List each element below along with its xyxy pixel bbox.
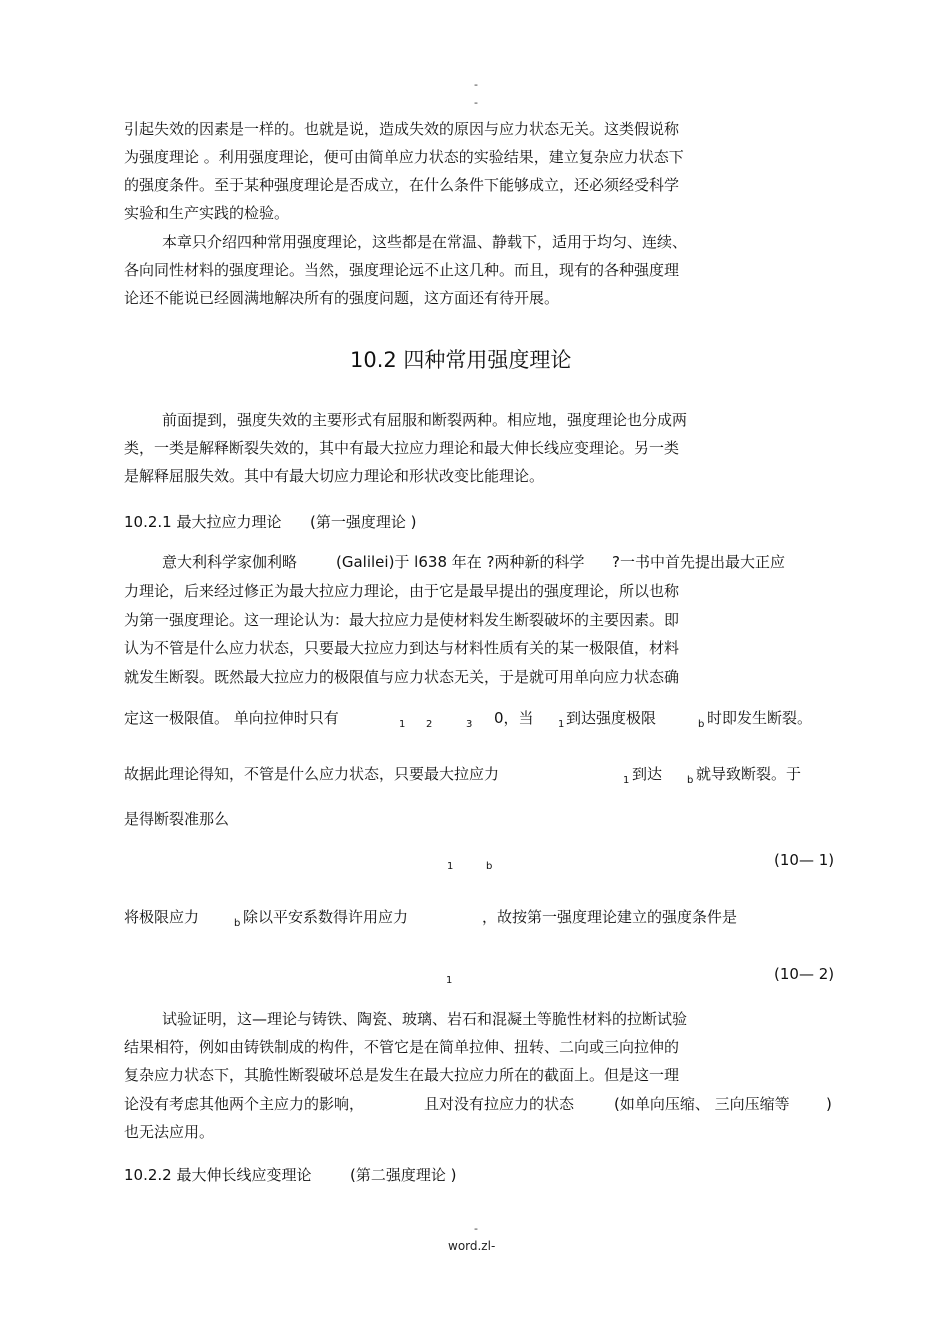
- paragraph-line: 结果相符，例如由铸铁制成的构件，不管它是在简单拉伸、扭转、二向或三向拉伸的: [124, 1038, 680, 1056]
- paragraph-line: 力理论，后来经过修正为最大拉应力理论，由于它是最早提出的强度理论，所以也称: [124, 582, 680, 600]
- paragraph-line: 也无法应用。: [124, 1123, 215, 1141]
- paragraph-line: ): [826, 1095, 832, 1113]
- subscript: 1: [399, 719, 406, 730]
- subsection-title: 10.2.2 最大伸长线应变理论: [124, 1166, 312, 1184]
- subscript: b: [698, 719, 705, 730]
- paragraph-line: 就导致断裂。于: [696, 765, 802, 783]
- paragraph-line: 各向同性材料的强度理论。当然，强度理论远不止这几种。而且，现有的各种强度理: [124, 261, 680, 279]
- equation-subscript: 1: [446, 975, 453, 986]
- subsection-subtitle: (第一强度理论 ): [310, 513, 417, 531]
- paragraph-line: (Galilei)于 l638 年在 ?两种新的科学: [336, 553, 585, 571]
- subscript: 3: [466, 719, 473, 730]
- paragraph-line: 除以平安系数得许用应力: [243, 908, 409, 926]
- subscript: 1: [623, 775, 630, 786]
- paragraph-line: 时即发生断裂。: [707, 709, 813, 727]
- paragraph-line: ?一书中首先提出最大正应: [612, 553, 785, 571]
- header-mark: -: [474, 96, 478, 109]
- section-title: 10.2 四种常用强度理论: [350, 348, 572, 372]
- paragraph-line: 实验和生产实践的检验。: [124, 204, 290, 222]
- paragraph-line: 类，一类是解释断裂失效的，其中有最大拉应力理论和最大伸长线应变理论。另一类: [124, 439, 680, 457]
- subscript: b: [687, 775, 694, 786]
- paragraph-line: 的强度条件。至于某种强度理论是否成立，在什么条件下能够成立，还必须经受科学: [124, 176, 680, 194]
- paragraph-line: 就发生断裂。既然最大拉应力的极限值与应力状态无关，于是就可用单向应力状态确: [124, 668, 680, 686]
- paragraph-line: 故据此理论得知，不管是什么应力状态，只要最大拉应力: [124, 765, 500, 783]
- paragraph-line: 认为不管是什么应力状态，只要最大拉应力到达与材料性质有关的某一极限值，材料: [124, 639, 680, 657]
- paragraph-line: 将极限应力: [124, 908, 200, 926]
- paragraph-line: 试验证明，这—理论与铸铁、陶瓷、玻璃、岩石和混凝土等脆性材料的拉断试验: [162, 1010, 688, 1028]
- paragraph-line: 引起失效的因素是一样的。也就是说，造成失效的原因与应力状态无关。这类假说称: [124, 120, 680, 138]
- paragraph-line: 为强度理论 。利用强度理论，便可由简单应力状态的实验结果，建立复杂应力状态下: [124, 148, 684, 166]
- paragraph-line: 到达: [632, 765, 663, 783]
- subsection-subtitle: (第二强度理论 ): [350, 1166, 457, 1184]
- footer-text: word.zl-: [448, 1239, 496, 1253]
- equation-subscript: b: [486, 861, 493, 872]
- subscript: b: [234, 918, 241, 929]
- paragraph-line: 定这一极限值。 单向拉伸时只有: [124, 709, 339, 727]
- subscript: 2: [426, 719, 433, 730]
- equation-number: (10— 2): [774, 965, 835, 983]
- footer-mark: -: [474, 1222, 478, 1235]
- paragraph-line: 为第一强度理论。这一理论认为：最大拉应力是使材料发生断裂破坏的主要因素。即: [124, 611, 680, 629]
- subsection-title: 10.2.1 最大拉应力理论: [124, 513, 282, 531]
- paragraph-line: 是得断裂准那么: [124, 810, 230, 828]
- equation-number: (10— 1): [774, 851, 835, 869]
- paragraph-line: 0，当: [494, 709, 534, 727]
- paragraph-line: 意大利科学家伽利略: [162, 553, 298, 571]
- equation-subscript: 1: [447, 861, 454, 872]
- paragraph-line: 本章只介绍四种常用强度理论，这些都是在常温、静载下，适用于均匀、连续、: [162, 233, 688, 251]
- paragraph-line: 是解释屈服失效。其中有最大切应力理论和形状改变比能理论。: [124, 467, 545, 485]
- subscript: 1: [558, 719, 565, 730]
- paragraph-line: 且对没有拉应力的状态: [424, 1095, 575, 1113]
- paragraph-line: 复杂应力状态下，其脆性断裂破坏总是发生在最大拉应力所在的截面上。但是这一理: [124, 1066, 680, 1084]
- paragraph-line: 到达强度极限: [566, 709, 657, 727]
- header-mark: -: [474, 78, 478, 91]
- paragraph-line: ，故按第一强度理论建立的强度条件是: [482, 908, 738, 926]
- paragraph-line: 前面提到，强度失效的主要形式有屈服和断裂两种。相应地，强度理论也分成两: [162, 411, 688, 429]
- paragraph-line: 论没有考虑其他两个主应力的影响，: [124, 1095, 365, 1113]
- paragraph-line: (如单向压缩、 三向压缩等: [614, 1095, 790, 1113]
- paragraph-line: 论还不能说已经圆满地解决所有的强度问题，这方面还有待开展。: [124, 289, 560, 307]
